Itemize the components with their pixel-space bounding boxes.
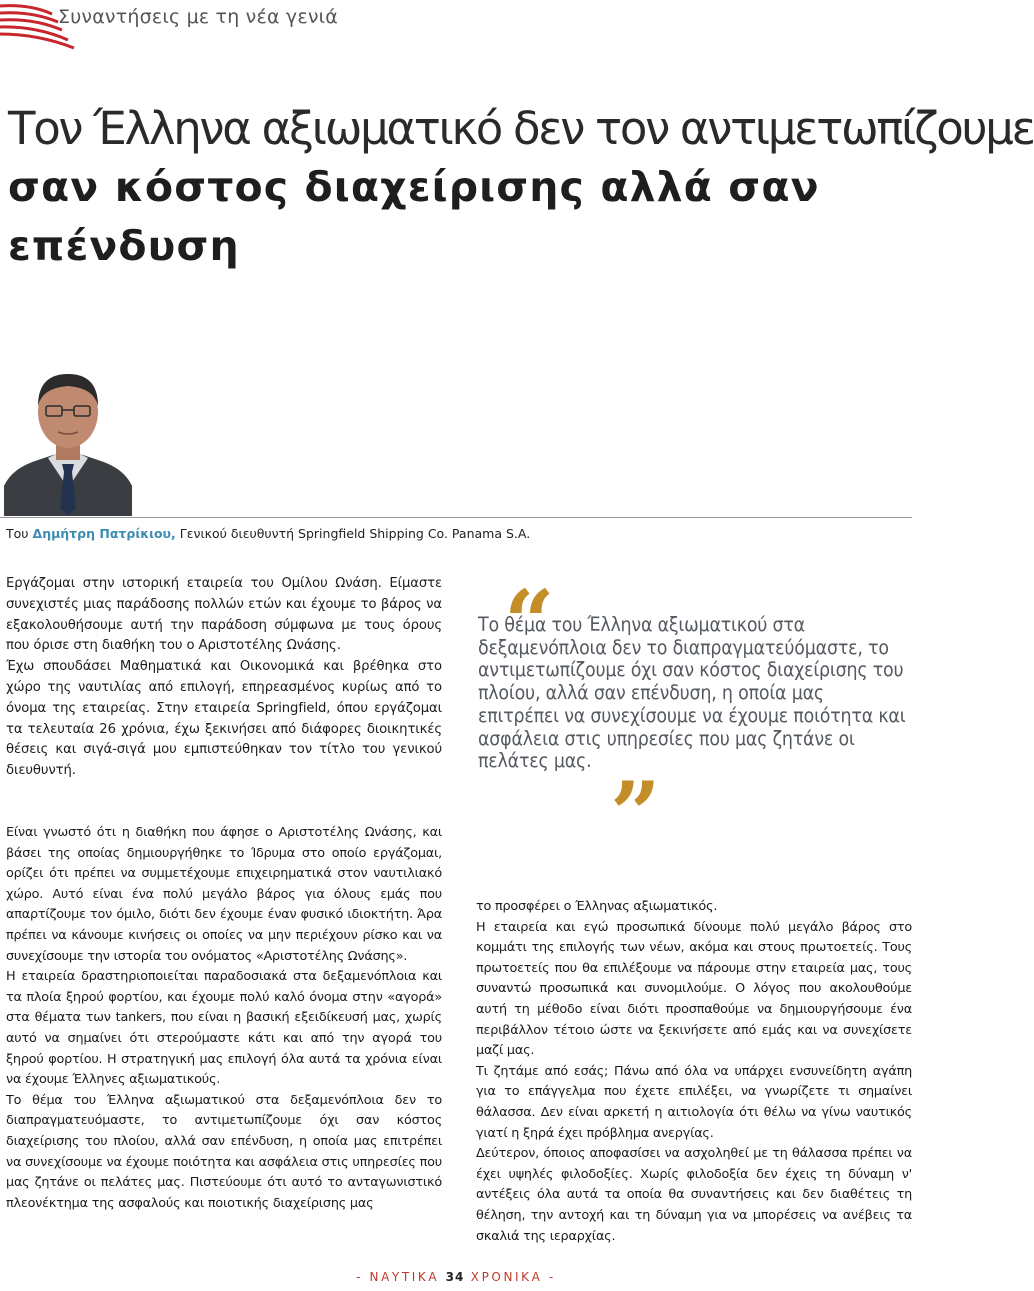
- pull-quote-text: Το θέμα του Έλληνα αξιωματικού στα δεξαμενόπλοια δεν το διαπραγματεύόμαστε, το αντιμετωπίζουμε όχι σαν κόστος διαχείρισης του πλοίου, αλλά σαν επένδυση, η οποία μας επιτρέπει να συνεχίσουμε να έχουμε ποιότητα και ασφάλεια στις υπηρεσίες που μας ζητάνε οι πελάτες μας.: [478, 613, 906, 773]
- intro-paragraph: Έχω σπουδάσει Μαθηματικά και Οικονομικά και βρέθηκα στο χώρο της ναυτιλίας από επιλογή, επηρεασμένος κυρίως από το όνομα της εταιρείας. Στην εταιρεία Springfield, όπου εργάζομαι τα τελευταία 26 χρόνια, έχω ξεκινήσει από διάφορες διοικητικές θέσεις και σιγά-σιγά μου εμπιστεύθηκαν τον τίτλο του γενικού διευθυντή.: [6, 659, 442, 779]
- author-name: Δημήτρη Πατρίκιου,: [32, 526, 176, 541]
- body-paragraph: Δεύτερον, όποιος αποφασίσει να ασχοληθεί με τη θάλασσα πρέπει να έχει υψηλές φιλοδοξίες. Χωρίς φιλοδοξία δεν έχεις τη δύναμη ν' αντέξεις όλα αυτά τα οποία θα συναντήσεις και δεν διαθέτεις τη θέληση, την αντοχή και τη δύναμη για να μπορέσεις να ανέβεις τα σκαλιά της ιεραρχίας.: [476, 1146, 912, 1244]
- byline-divider: [0, 517, 912, 518]
- headline-line-1: Τον Έλληνα αξιωματικό δεν τον αντιμετωπίζουμε: [8, 102, 1034, 155]
- byline: [6, 526, 530, 541]
- open-quote-mark-icon: “: [504, 570, 555, 674]
- author-role: Γενικού διευθυντή Springfield Shipping Co. Panama S.A.: [179, 526, 531, 541]
- body-paragraph: Η εταιρεία και εγώ προσωπικά δίνουμε πολύ μεγάλο βάρος στο κομμάτι της επιλογής των νέων, ακόμα και στους πρωτοετείς. Τους πρωτοετείς που θα επιλέξουμε να πάρουμε στην εταιρεία μας, τους συναντώ προσωπικά και συνομιλούμε. Ο λόγος που ακολουθούμε αυτή τη μέθοδο είναι διότι προσπαθούμε να δημιουργήσουμε ένα περιβάλλον τέτοιο ώστε να ξεκινήσετε από εμάς και να συνεχίσετε μαζί μας.: [476, 919, 912, 1059]
- body-paragraph: το προσφέρει ο Έλληνας αξιωματικός.: [476, 899, 718, 914]
- headline-line-2: σαν κόστος διαχείρισης αλλά σαν επένδυση: [8, 163, 820, 270]
- intro-paragraph: Εργάζομαι στην ιστορική εταιρεία του Ομίλου Ωνάση. Είμαστε συνεχιστές μιας παράδοσης πολλών ετών και έχουμε το βάρος να εξακολουθήσουμε αυτή την παράδοση σύμφωνα με τους όρους που όρισε στη διαθήκη του ο Αριστοτέλης Ωνάσης.: [6, 576, 442, 654]
- page-footer: [0, 1270, 912, 1284]
- body-column-right: [476, 897, 912, 1247]
- article-headline: [8, 100, 1034, 276]
- footer-right-text: ΧΡΟΝΙΚΑ -: [470, 1270, 556, 1284]
- section-header: [0, 0, 420, 50]
- body-paragraph: Είναι γνωστό ότι η διαθήκη που άφησε ο Αριστοτέλης Ωνάσης, και βάσει της οποίας δημιουργήθηκε το Ίδρυμα στο οποίο εργάζομαι, ορίζει ότι πρέπει να συμμετέχουμε επιχειρηματικά στον ναυτιλιακό χώρο. Αυτό είναι ένα πολύ μεγάλο βάρος για όλους εμάς που απαρτίζουμε τον όμιλο, διότι δεν έχουμε έναν φυσικό ιδιοκτήτη. Άρα πρέπει να κάνουμε κινήσεις οι οποίες να μην περιέχουν ρίσκο και να συνεχίσουμε την ιστορία του ονόματος «Αριστοτέλης Ωνάσης».: [6, 825, 442, 964]
- body-paragraph: Η εταιρεία δραστηριοποιείται παραδοσιακά στα δεξαμενόπλοια και τα πλοία ξηρού φορτίου, και έχουμε πολύ καλό όνομα στην «αγορά» στα θέματα των tankers, που είναι η βασική εξειδίκευσή μας, χωρίς αυτό να σημαίνει ότι στερούμαστε κάτι και από την αγορά του ξηρού φορτίου. Η στρατηγική μας επιλογή όλα αυτά τα χρόνια είναι να έχουμε Έλληνες αξιωματικούς.: [6, 969, 442, 1088]
- section-label: Συναντήσεις με τη νέα γενιά: [58, 6, 339, 28]
- intro-text: [6, 574, 442, 782]
- page-number: 34: [445, 1270, 465, 1284]
- footer-left-text: - ΝΑΥΤΙΚΑ: [356, 1270, 440, 1284]
- body-paragraph: Το θέμα του Έλληνα αξιωματικού στα δεξαμενόπλοια δεν το διαπραγματευόμαστε, το αντιμετωπίζουμε όχι σαν κόστος διαχείρισης του πλοίου, αλλά σαν επένδυση, η οποία μας επιτρέπει να συνεχίσουμε να έχουμε ποιότητα και ασφάλεια στις υπηρεσίες που μας ζητάνε οι πελάτες μας. Πιστεύουμε ότι αυτό το ανταγωνιστικό πλεονέκτημα της ασφαλούς και ποιοτικής διαχείρισης μας: [6, 1092, 442, 1211]
- pull-quote: [478, 570, 912, 866]
- byline-prefix: Του: [6, 526, 29, 541]
- body-paragraph: Τι ζητάμε από εσάς; Πάνω από όλα να υπάρχει ενσυνείδητη αγάπη για το επάγγελμα που έχετε επιλέξει, να γνωρίζετε τι σημαίνει θάλασσα. Δεν είναι αρκετή η αιτιολογία ότι θέλω να γίνω ναυτικός γιατί η ξηρά έχει πρόβλημα ανεργίας.: [476, 1063, 912, 1141]
- author-portrait-photo: [4, 368, 132, 516]
- body-column-left: [6, 823, 442, 1214]
- close-quote-mark-icon: ”: [610, 762, 661, 866]
